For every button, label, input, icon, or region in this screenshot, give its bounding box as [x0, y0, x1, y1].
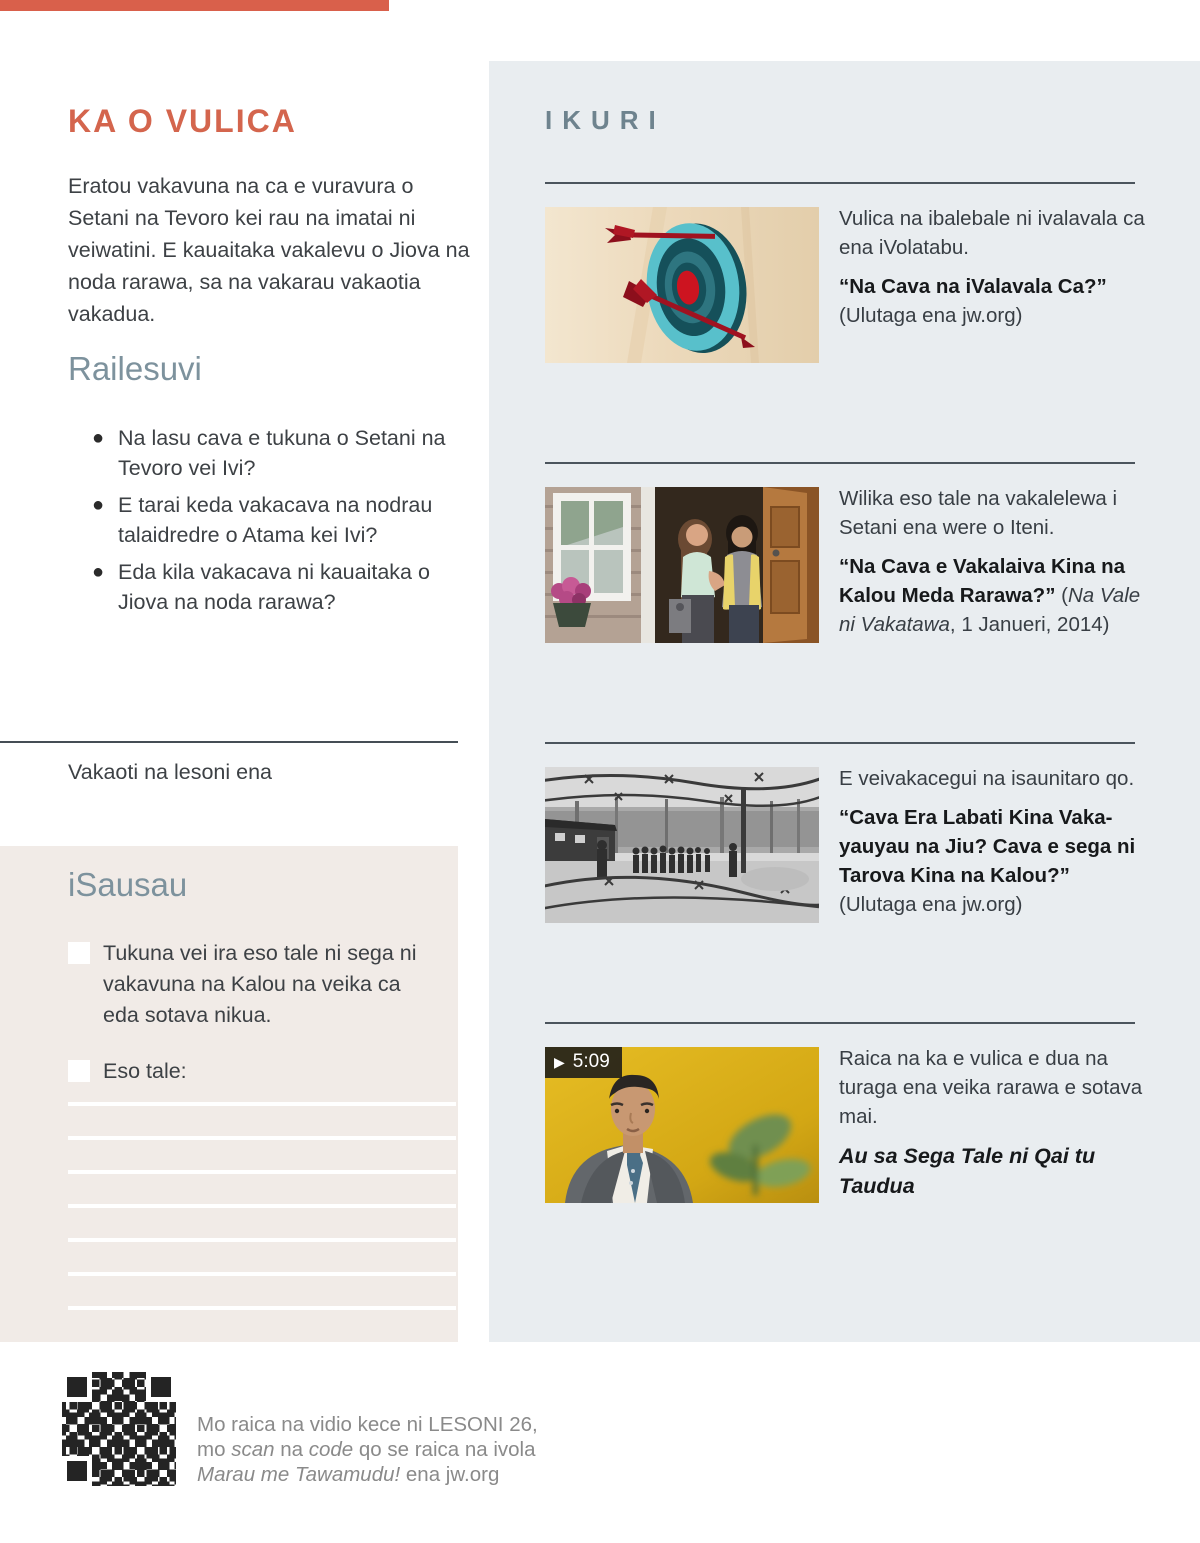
article-title: “Cava Era Labati Kina Vaka-yauyau na Jiu? Cava e sega ni Tarova Kina na Kalou?”	[839, 806, 1136, 887]
footer-italic: code	[308, 1438, 354, 1461]
section-title-ka-o-vulica: KA O VULICA	[68, 103, 297, 139]
ikuri-panel	[489, 61, 1200, 1342]
item-caption	[839, 484, 1151, 649]
footer-text-part: na	[274, 1438, 309, 1461]
source-note: (	[1055, 584, 1068, 607]
review-question: Na lasu cava e tukuna o Setani na Tevoro vei Ivi?	[118, 426, 446, 480]
list-item	[92, 490, 458, 550]
qr-finder-icon	[62, 1372, 92, 1402]
list-item	[92, 423, 458, 483]
caption-lead: Wilika eso tale na vakalelewa i Setani ena were o Iteni.	[839, 487, 1118, 539]
item-caption	[839, 764, 1151, 929]
writing-line[interactable]	[68, 1170, 456, 1174]
writing-lines-area	[68, 1102, 456, 1340]
video-duration: 5:09	[572, 1051, 610, 1072]
footer-italic: scan	[231, 1438, 275, 1461]
caption-lead: Vulica na ibalebale ni ivalavala ca ena iVolatabu.	[839, 207, 1145, 259]
video-title: Au sa Sega Tale ni Qai tu Taudua	[839, 1144, 1096, 1198]
footer-text-part: qo se raica na ivola	[353, 1438, 536, 1461]
camp-photo	[545, 767, 819, 923]
publication-title: Na Vale ni Vakatawa	[839, 584, 1141, 636]
checkbox[interactable]	[68, 1060, 90, 1082]
divider	[545, 742, 1135, 744]
section-title-isausau: iSausau	[68, 866, 188, 903]
bullet-icon: ●	[92, 494, 105, 516]
writing-line[interactable]	[68, 1102, 456, 1106]
task-text: Tukuna vei ira eso tale ni sega ni vakavuna na Kalou na veika ca eda sotava nikua.	[103, 941, 417, 1027]
divider	[545, 462, 1135, 464]
section-title-railesuvi: Railesuvi	[68, 350, 202, 387]
source-note: (Ulutaga ena jw.org)	[839, 893, 1023, 916]
caption-lead: Raica na ka e vulica e dua na turaga ena veika rarawa e sotava mai.	[839, 1047, 1143, 1128]
play-icon: ▶	[554, 1053, 565, 1070]
writing-line[interactable]	[68, 1136, 456, 1140]
video-duration-badge	[545, 1047, 622, 1078]
publication-name: Marau me Tawamudu!	[197, 1463, 401, 1486]
footer-instructions	[197, 1412, 542, 1487]
divider	[0, 741, 458, 743]
video-thumbnail[interactable]	[545, 1047, 819, 1203]
top-accent-bar	[0, 0, 389, 11]
source-note: , 1 Janueri, 2014)	[949, 613, 1110, 636]
intro-paragraph: Eratou vakavuna na ca e vuravura o Setani na Tevoro kei rau na imatai ni veiwatini. E kauaitaka vakalevu o Jiova na noda rarawa, sa na vakarau vakaotia vakadua.	[68, 174, 470, 326]
footer-line1: Mo raica na vidio kece ni LESONI 26,	[197, 1413, 538, 1436]
qr-finder-icon	[62, 1456, 92, 1486]
task-row	[68, 1056, 424, 1087]
writing-line[interactable]	[68, 1272, 456, 1276]
rubble	[741, 867, 809, 891]
section-title-ikuri: IKURI	[545, 105, 666, 135]
task-text: Eso tale:	[103, 1059, 187, 1083]
bullet-icon: ●	[92, 561, 105, 583]
writing-line[interactable]	[68, 1306, 456, 1310]
divider	[545, 1022, 1135, 1024]
article-title: “Na Cava na iValavala Ca?”	[839, 275, 1107, 298]
task-row	[68, 938, 424, 1031]
source-note: (Ulutaga ena jw.org)	[839, 304, 1023, 327]
review-question: E tarai keda vakacava na nodrau talaidredre o Atama kei Ivi?	[118, 493, 433, 547]
article-title: “Na Cava e Vakalaiva Kina na Kalou Meda Rarawa?”	[839, 555, 1126, 607]
review-question-list	[92, 423, 458, 624]
target-image	[545, 207, 819, 363]
writing-line[interactable]	[68, 1238, 456, 1242]
qr-finder-icon	[146, 1372, 176, 1402]
list-item	[92, 557, 458, 617]
footer-text-part: ena jw.org	[400, 1463, 500, 1486]
doorway-photo	[545, 487, 819, 643]
review-question: Eda kila vakacava ni kauaitaka o Jiova na noda rarawa?	[118, 560, 430, 614]
complete-lesson-note: Vakaoti na lesoni ena	[68, 760, 272, 784]
caption-lead: E veivakacegui na isaunitaro qo.	[839, 767, 1135, 790]
item-caption	[839, 1044, 1151, 1211]
bullet-icon: ●	[92, 427, 105, 449]
checkbox[interactable]	[68, 942, 90, 964]
item-caption	[839, 204, 1151, 340]
wooden-door	[763, 487, 819, 643]
divider	[545, 182, 1135, 184]
isausau-box	[0, 846, 458, 1342]
footer-text-part: mo	[197, 1438, 232, 1461]
writing-line[interactable]	[68, 1204, 456, 1208]
qr-code	[62, 1372, 176, 1486]
